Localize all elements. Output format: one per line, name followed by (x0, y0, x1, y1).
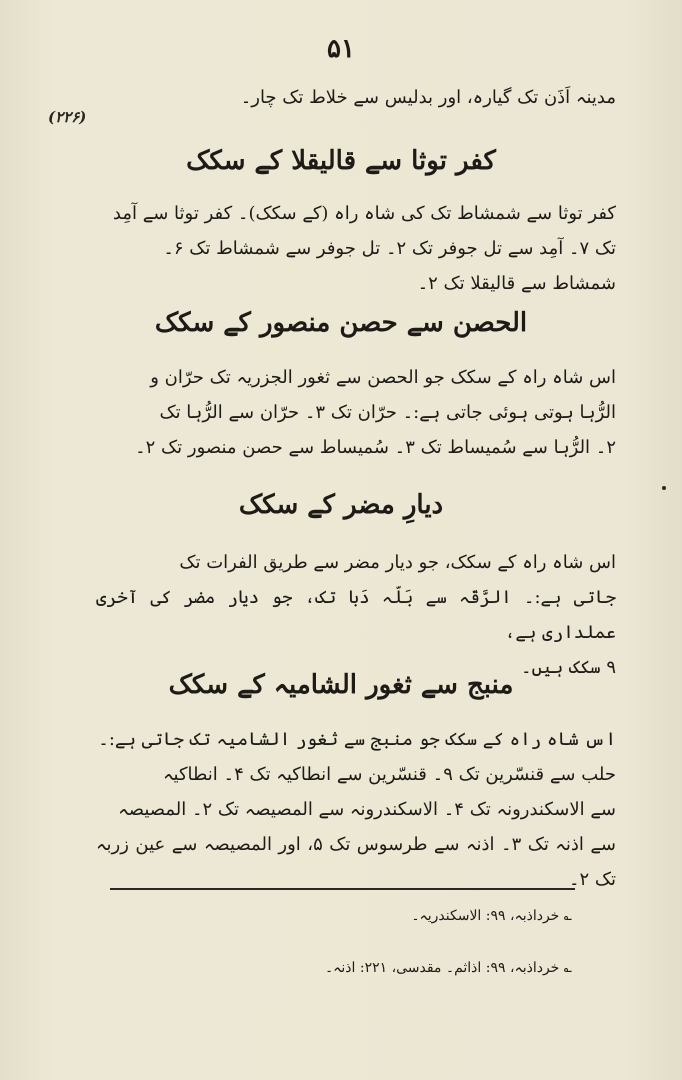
section-paragraph-al-hisn (96, 360, 616, 465)
text-line: ۲۔ الرُّہا سے سُمیساط تک ۳۔ سُمیساط سے حصن منصور تک ۲۔ (135, 437, 616, 458)
margin-note: (۲۲۶) (48, 108, 87, 126)
text-line: جاتی ہے:۔ الرَّقّہ سے بَلّہ دَبا تک، جو دیار مضر کی آخری عملداری ہے، (96, 587, 616, 643)
text-line: سے الاسکندرونہ تک ۴۔ الاسکندرونہ سے المصیصہ تک ۲۔ المصیصہ (118, 799, 616, 820)
text-line: مدینہ اَذَن تک گیارہ، اور بدلیس سے خلاط تک چار۔ (240, 87, 616, 108)
text-line: اس شاہ راہ کے سکک، جو دیار مضر سے طریق الفرات تک (179, 552, 616, 573)
section-paragraph-manbij (96, 722, 616, 897)
continuation-paragraph (96, 80, 616, 115)
footnote-divider (110, 888, 575, 890)
text-line: سے اذنہ تک ۳۔ اذنہ سے طرسوس تک ۵، اور المصیصہ سے عین زربہ تک ۲۔ (96, 834, 616, 890)
footnote-1: ؎ خرداذبہ، ۹۹: الاسکندریہ۔ (411, 908, 572, 924)
section-heading-diyar-mudar: دیارِ مضر کے سکک (238, 490, 444, 520)
text-line: تک ۷۔ آمِد سے تل جوفر تک ۲۔ تل جوفر سے شمشاط تک ۶۔ (163, 238, 616, 259)
text-line: شمشاط سے قالیقلا تک ۲۔ (417, 273, 616, 294)
text-line: اس شاہ راہ کے سکک جو منبج سے ثغور الشامیہ تک جاتی ہے:۔ (98, 729, 616, 750)
section-heading-kafartutha: کفر توثا سے قالیقلا کے سکک (186, 146, 496, 176)
section-paragraph-kafartutha (96, 196, 616, 301)
text-line: کفر توثا سے شمشاط تک کی شاہ راہ (کے سکک)۔ کفر توثا سے آمِد (112, 203, 616, 224)
footnote-2: ؎ خرداذبہ، ۹۹: اذاثم۔ مقدسی، ۲۲۱: اذنہ۔ (324, 960, 572, 976)
section-heading-manbij: منبج سے ثغور الشامیہ کے سکک (168, 670, 514, 700)
text-line: الرُّہا ہوتی ہوئی جاتی ہے:۔ حرّان تک ۳۔ حرّان سے الرُّہا تک (159, 402, 616, 423)
text-line: حلب سے قنسّرین تک ۹۔ قنسّرین سے انطاکیہ تک ۴۔ انطاکیہ (162, 764, 616, 785)
text-line: ۹ سکک ہیں۔ (521, 657, 616, 678)
section-heading-al-hisn: الحصن سے حصن منصور کے سکک (154, 308, 528, 338)
text-line: اس شاہ راہ کے سکک جو الحصن سے ثغور الجزریہ تک حرّان و (150, 367, 616, 388)
page-number: ۵۱ (327, 34, 355, 64)
section-paragraph-diyar-mudar (96, 545, 616, 685)
